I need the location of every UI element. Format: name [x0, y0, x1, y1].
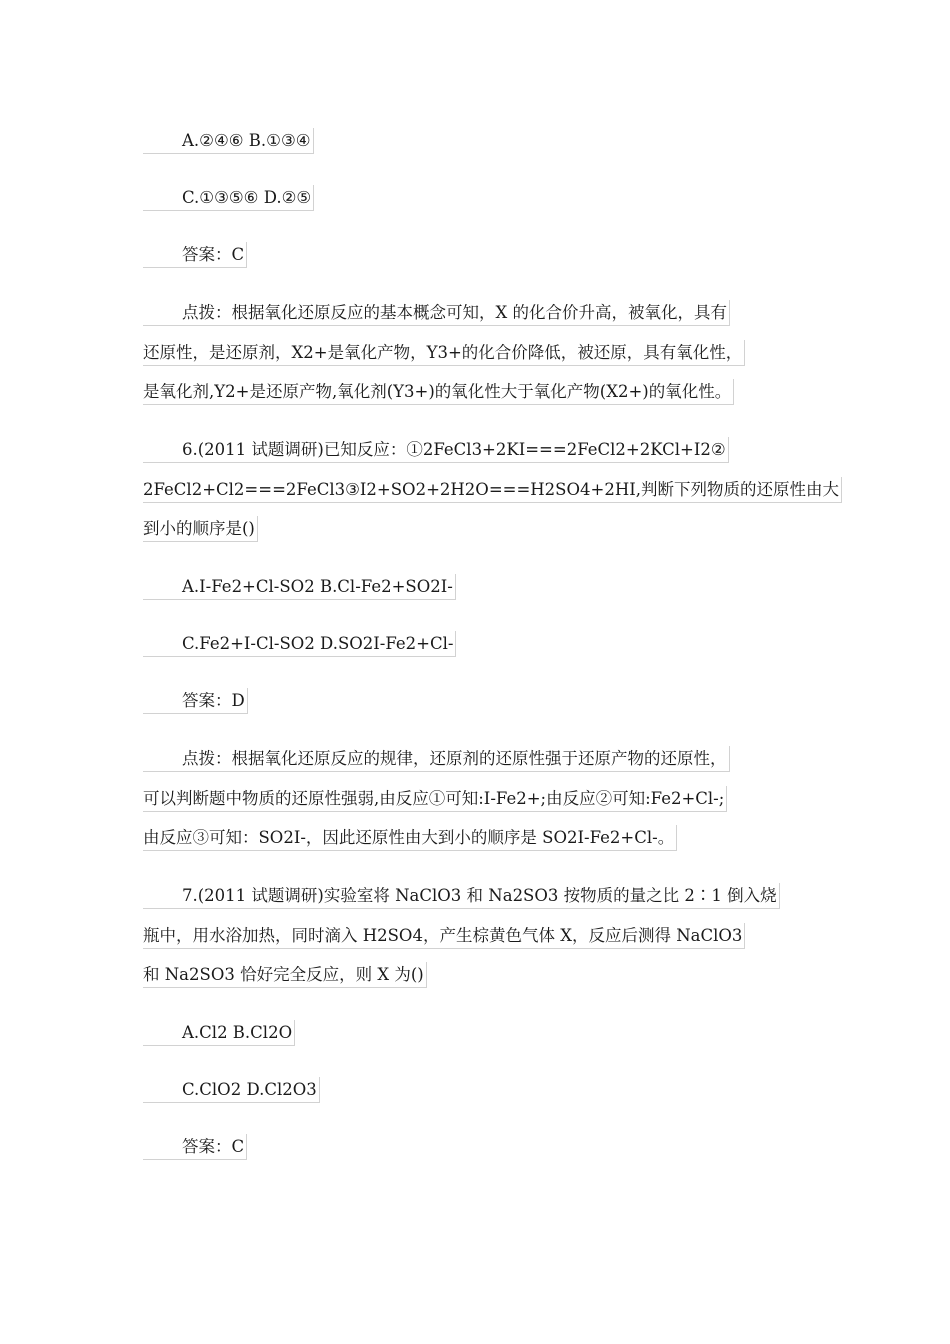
q6-stem-line-1: 6.(2011 试题调研)已知反应：①2FeCl3+2KI===2FeCl2+2KCl+I2②	[143, 437, 729, 463]
q6-explanation-line-3: 由反应③可知：SO2I-，因此还原性由大到小的顺序是 SO2I-Fe2+Cl-。	[143, 825, 677, 851]
q7-stem-line-1: 7.(2011 试题调研)实验室将 NaClO3 和 Na2SO3 按物质的量之比 2∶1 倒入烧	[143, 883, 780, 909]
q7-options-cd: C.ClO2 D.Cl2O3	[143, 1077, 320, 1103]
q6-options-cd: C.Fe2+I-Cl-SO2 D.SO2I-Fe2+Cl-	[143, 631, 456, 657]
q6-answer: 答案：D	[143, 688, 248, 714]
q6-explanation-line-1: 点拨：根据氧化还原反应的规律，还原剂的还原性强于还原产物的还原性，	[143, 746, 730, 772]
q5-explanation-line-2: 还原性，是还原剂，X2+是氧化产物，Y3+的化合价降低，被还原，具有氧化性，	[143, 340, 745, 366]
q6-explanation-line-2: 可以判断题中物质的还原性强弱,由反应①可知:I-Fe2+;由反应②可知:Fe2+Cl-;	[143, 786, 727, 812]
q5-options-cd: C.①③⑤⑥ D.②⑤	[143, 185, 314, 211]
q5-explanation-line-3: 是氧化剂,Y2+是还原产物,氧化剂(Y3+)的氧化性大于氧化产物(X2+)的氧化性。	[143, 379, 734, 405]
q7-answer: 答案：C	[143, 1134, 247, 1160]
q7-stem-line-2: 瓶中，用水浴加热，同时滴入 H2SO4，产生棕黄色气体 X，反应后测得 NaClO3	[143, 923, 745, 949]
q5-options-ab: A.②④⑥ B.①③④	[143, 128, 314, 154]
q5-answer: 答案：C	[143, 242, 247, 268]
q6-stem-line-3: 到小的顺序是()	[143, 516, 258, 542]
q6-options-ab: A.I-Fe2+Cl-SO2 B.Cl-Fe2+SO2I-	[143, 574, 456, 600]
q5-explanation-line-1: 点拨：根据氧化还原反应的基本概念可知，X 的化合价升高，被氧化，具有	[143, 300, 730, 326]
q6-stem-line-2: 2FeCl2+Cl2===2FeCl3③I2+SO2+2H2O===H2SO4+2HI,判断下列物质的还原性由大	[143, 477, 842, 503]
q7-options-ab: A.Cl2 B.Cl2O	[143, 1020, 295, 1046]
q7-stem-line-3: 和 Na2SO3 恰好完全反应，则 X 为()	[143, 962, 427, 988]
